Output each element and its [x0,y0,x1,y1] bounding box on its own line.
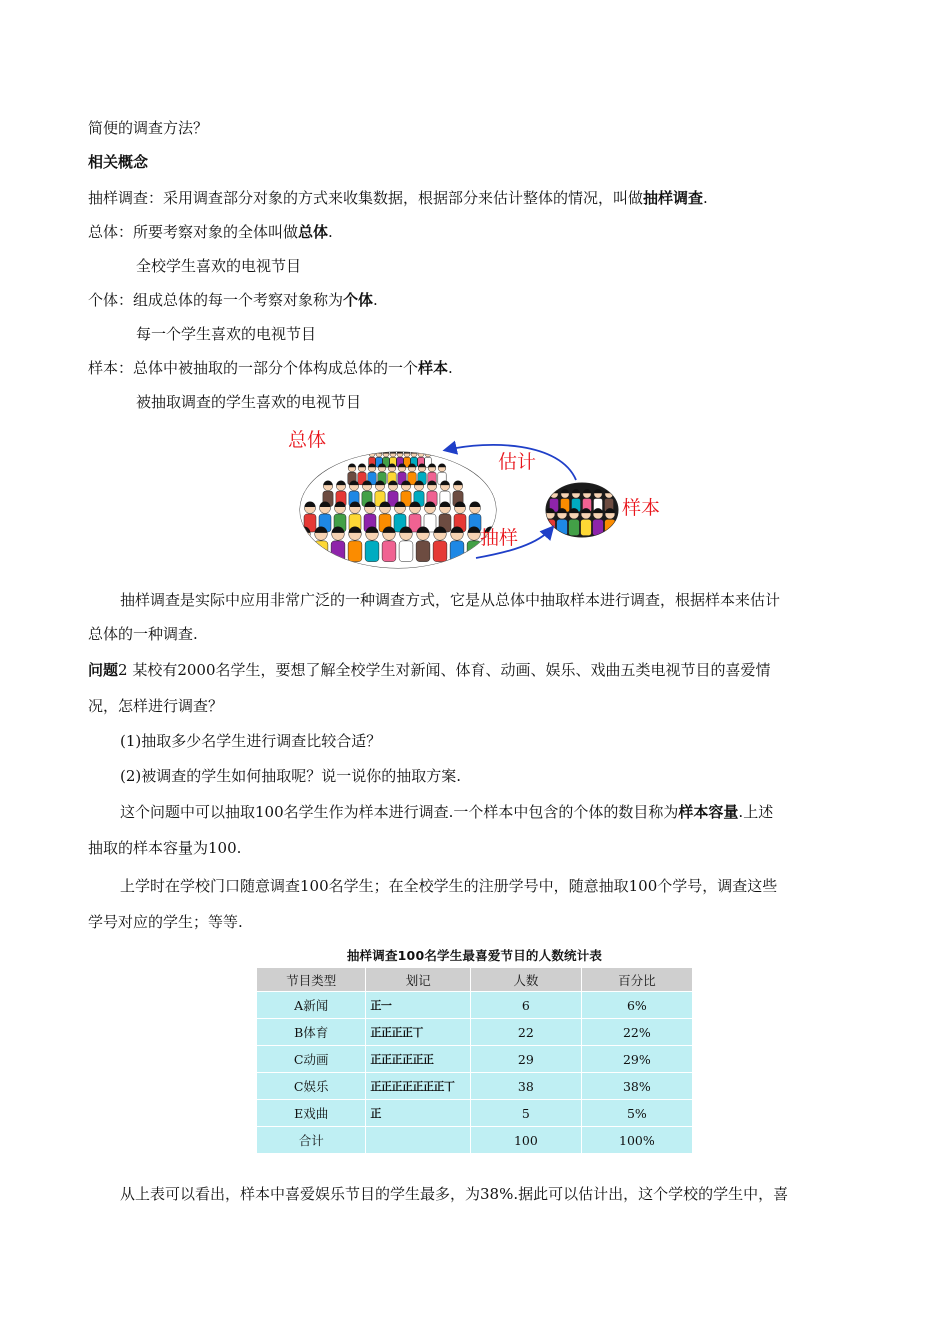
table-total-row [257,1127,693,1154]
cell: A新闻 [257,992,366,1019]
heading-related-concepts: 相关概念 [88,153,149,171]
crowd-population-icon [297,450,500,570]
line-sampling-def [88,188,708,208]
cell: C娱乐 [257,1073,366,1100]
line-question-2 [88,660,771,680]
line-sample-example: 被抽取调查的学生喜欢的电视节目 [136,393,362,411]
stats-table-block [256,946,693,1154]
term-population: 总体 [298,223,329,241]
cell: 5 [471,1100,582,1127]
cell: 38% [581,1073,692,1100]
header-cell: 百分比 [581,968,692,992]
term-sampling: 抽样调查 [643,189,704,207]
cell: 22% [581,1019,692,1046]
text: 这个问题中可以抽取100名学生作为样本进行调查.一个样本中包含的个体的数目称为 [120,803,679,821]
cell: 6% [581,992,692,1019]
table-row [257,1073,693,1100]
stats-table [256,967,693,1154]
line-sampling-desc-2: 总体的一种调查. [88,625,198,643]
label-sampling: 抽样 [480,527,519,549]
text: .上述 [738,803,774,821]
tally-cell: 正正正正正正正丅 [366,1073,471,1100]
text: 抽样调查：采用调查部分对象的方式来收集数据，根据部分来估计整体的情况，叫做 [88,189,644,207]
label-population: 总体 [288,429,327,451]
cell: E戏曲 [257,1100,366,1127]
line-individual-example: 每一个学生喜欢的电视节目 [136,325,317,343]
text: 总体：所要考察对象的全体叫做 [88,223,299,241]
header-cell: 人数 [471,968,582,992]
table-title: 抽样调查100名学生最喜爱节目的人数统计表 [346,948,603,963]
question-label: 问题 [88,661,119,679]
cell: B体育 [257,1019,366,1046]
term-sample: 样本 [418,359,449,377]
tally-cell: 正正正正正正 [366,1046,471,1073]
line-sample-size-2: 抽取的样本容量为100. [88,839,242,857]
line-sample-size-1 [120,802,773,822]
text: 样本：总体中被抽取的一部分个体构成总体的一个 [88,359,419,377]
cell: 100 [471,1127,582,1154]
text: 个体：组成总体的每一个考察对象称为 [88,291,344,309]
tally-cell: 正 [366,1100,471,1127]
table-row [257,992,693,1019]
line-question-2b: 况，怎样进行调查？ [88,697,224,715]
term-individual: 个体 [343,291,374,309]
table-row [257,1046,693,1073]
line-sample-def [88,358,453,378]
label-estimate: 估计 [498,451,537,473]
line-subquestion-1: (1)抽取多少名学生进行调查比较合适？ [120,732,382,750]
header-cell: 节目类型 [257,968,366,992]
tally-cell: 正一 [366,992,471,1019]
table-header-row [257,968,693,992]
cell: 100% [581,1127,692,1154]
text: 2 某校有2000名学生，要想了解全校学生对新闻、体育、动画、娱乐、戏曲五类电视节目的喜爱情 [118,661,771,679]
header-cell: 划记 [366,968,471,992]
cell: 22 [471,1019,582,1046]
line-conclusion: 从上表可以看出，样本中喜爱娱乐节目的学生最多，为38%.据此可以估计出，这个学校的学生中，喜 [120,1185,789,1203]
tally-cell: 正正正正丅 [366,1019,471,1046]
text: . [448,359,453,377]
cell: C动画 [257,1046,366,1073]
sampling-diagram [280,422,680,570]
line-population-example: 全校学生喜欢的电视节目 [136,257,302,275]
line-subquestion-2: (2)被调查的学生如何抽取呢？说一说你的抽取方案. [120,767,462,785]
text: . [703,189,708,207]
term-sample-size: 样本容量 [678,803,739,821]
cell: 29 [471,1046,582,1073]
cell: 29% [581,1046,692,1073]
cell: 5% [581,1100,692,1127]
text: . [373,291,378,309]
text: . [328,223,333,241]
cell: 合计 [257,1127,366,1154]
label-sample: 样本 [622,497,661,519]
line-population-def [88,222,333,242]
cell: 38 [471,1073,582,1100]
line-method-1: 上学时在学校门口随意调查100名学生；在全校学生的注册学号中，随意抽取100个学号，调查这些 [120,877,778,895]
table-row [257,1100,693,1127]
line-1: 简便的调查方法？ [88,119,209,137]
line-sampling-desc-1: 抽样调查是实际中应用非常广泛的一种调查方式，它是从总体中抽取样本进行调查，根据样本来估计 [120,591,781,609]
line-individual-def [88,290,378,310]
line-method-2: 学号对应的学生；等等. [88,913,243,931]
tally-cell [366,1127,471,1154]
cell: 6 [471,992,582,1019]
table-row [257,1019,693,1046]
